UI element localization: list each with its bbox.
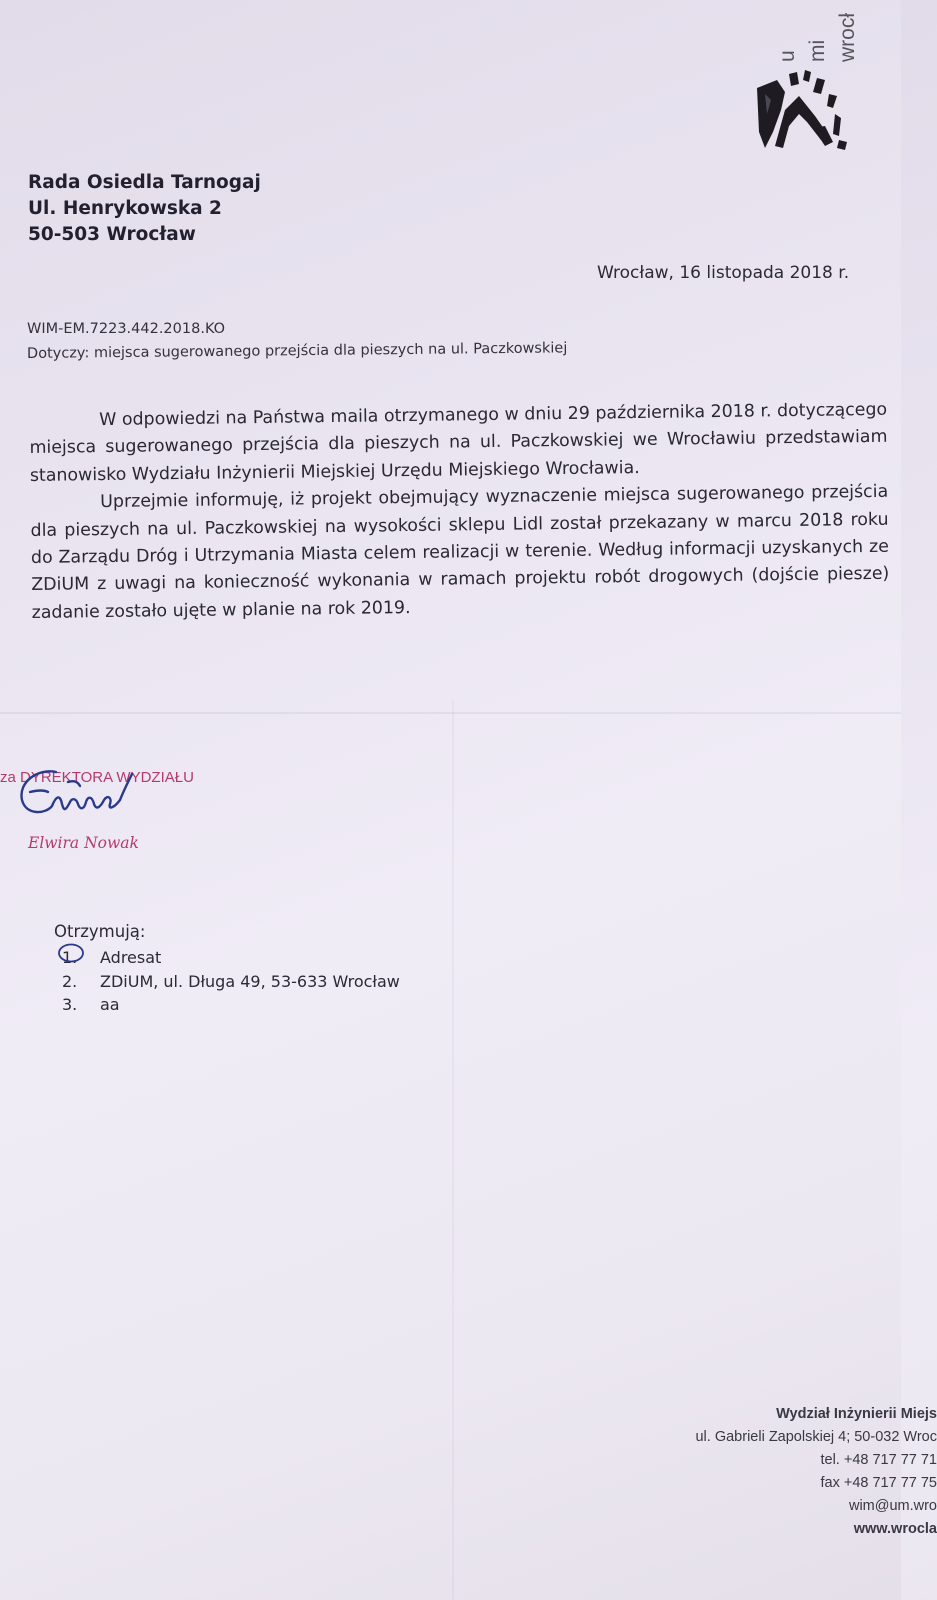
reference-number: WIM-EM.7223.442.2018.KO <box>27 321 226 337</box>
list-item <box>62 970 400 994</box>
letterhead-logo-text <box>773 0 863 62</box>
hand-drawn-circle-icon <box>57 942 85 964</box>
footer-phone: tel. +48 717 77 71 <box>820 1452 937 1468</box>
list-item-text: Adresat <box>100 948 162 967</box>
recipient-name: Rada Osiedla Tarnogaj <box>28 172 261 193</box>
distribution-title: Otrzymują: <box>54 922 146 941</box>
distribution-list <box>62 946 400 1017</box>
logo-line-2: mi <box>806 39 829 62</box>
logo-line-3: wrocł <box>836 12 859 62</box>
signatory-name: Elwira Nowak <box>28 834 139 852</box>
list-item <box>62 946 400 970</box>
signature-title-stamp: za DYREKTORA WYDZIAŁU <box>0 769 194 786</box>
list-item-number: 3. <box>62 995 78 1014</box>
list-item-number: 1. <box>62 948 78 967</box>
recipient-address <box>28 170 261 248</box>
list-item-number: 2. <box>62 971 78 991</box>
body-paragraph-1: W odpowiedzi na Państwa maila otrzymanego w dniu 29 października 2018 r. dotyczącego miejsca sugerowanego przejścia dla pieszych na ul. Paczkowskiej we Wrocławiu przedstawiam stanowisko Wydziału Inżynierii Miejskiej Urzędu Miejskiego Wrocławia. <box>29 399 888 486</box>
logo-line-1: u <box>776 50 799 62</box>
letter-body <box>29 397 890 627</box>
footer-address: ul. Gabrieli Zapolskiej 4; 50-032 Wroc <box>695 1429 937 1445</box>
city-logo-icon <box>755 70 855 156</box>
footer-fax: fax +48 717 77 75 <box>820 1475 937 1491</box>
letterhead-footer <box>560 1403 937 1541</box>
letter-subject: Dotyczy: miejsca sugerowanego przejścia dla pieszych na ul. Paczkowskiej <box>26 340 568 362</box>
paper-fold-horizontal <box>0 712 901 714</box>
handwritten-signature <box>8 760 158 830</box>
recipient-city: 50-503 Wrocław <box>28 224 196 245</box>
body-paragraph-2: Uprzejmie informuję, iż projekt obejmujący wyznaczenie miejsca sugerowanego przejścia dla pieszych na ul. Paczkowskiej na wysokości sklepu Lidl został przekazany w marcu 2018 roku do Zarządu Dróg i Utrzymania Miasta celem realizacji w terenie. Według informacji uzyskanych ze ZDiUM z uwagi na konieczność wykonania w ramach projektu robót drogowych (dojście piesze) zadanie zostało ujęte w planie na rok 2019. <box>30 481 890 623</box>
footer-website: www.wrocla <box>853 1521 937 1537</box>
list-item-text: aa <box>100 995 120 1014</box>
list-item <box>62 993 400 1017</box>
letter-date: Wrocław, 16 listopada 2018 r. <box>597 263 850 283</box>
footer-email: wim@um.wro <box>848 1498 937 1514</box>
paper-fold-vertical <box>452 700 454 1600</box>
list-item-text: ZDiUM, ul. Długa 49, 53-633 Wrocław <box>100 971 400 991</box>
recipient-street: Ul. Henrykowska 2 <box>28 198 222 219</box>
footer-department: Wydział Inżynierii Miejs <box>776 1406 937 1422</box>
